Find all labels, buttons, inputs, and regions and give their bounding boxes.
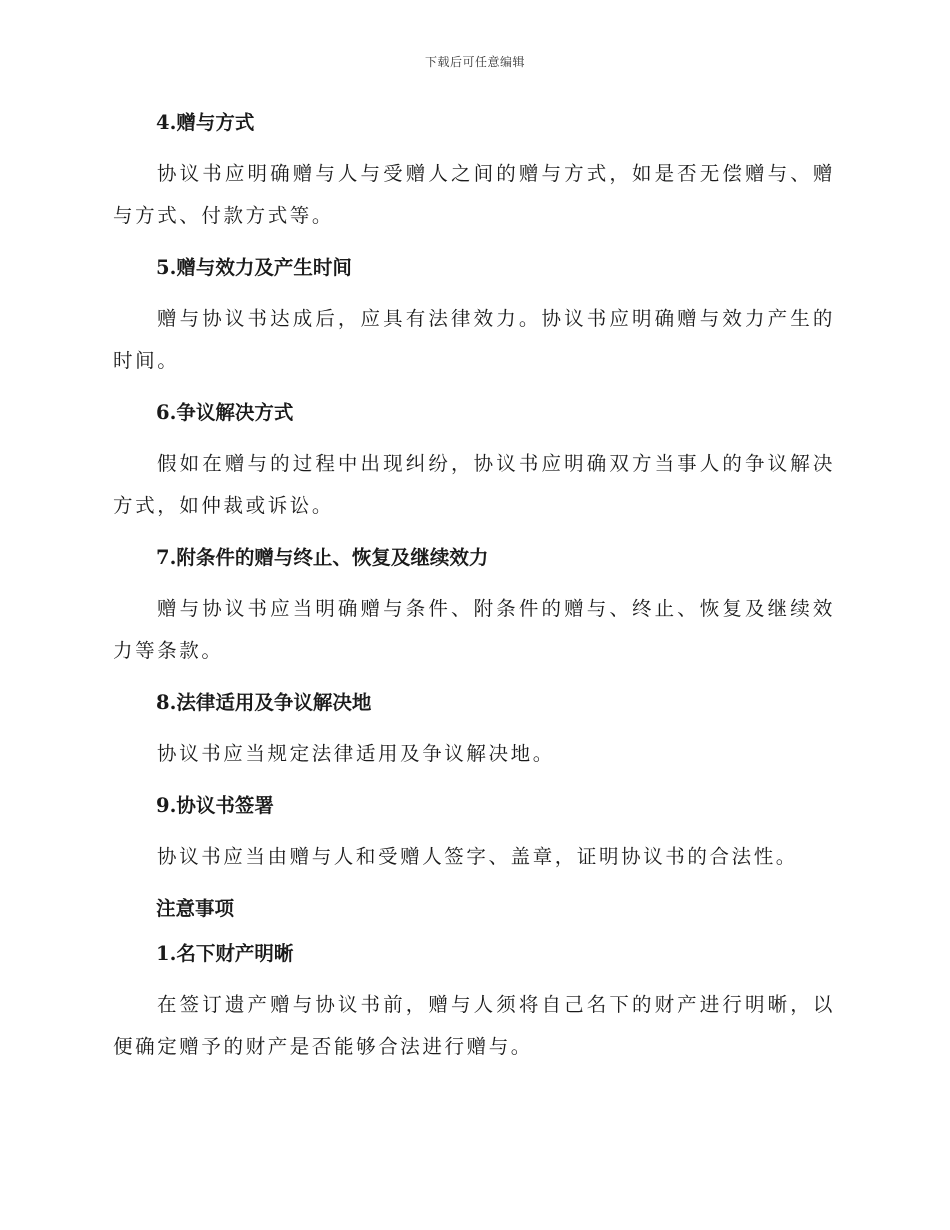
section-paragraph: 赠与协议书应当明确赠与条件、附条件的赠与、终止、恢复及继续效力等条款。 bbox=[113, 597, 835, 662]
notes-item-heading: 1.名下财产明晰 bbox=[156, 942, 294, 965]
section-dispute-resolution bbox=[113, 398, 835, 543]
section-paragraph: 协议书应明确赠与人与受赠人之间的赠与方式，如是否无偿赠与、赠与方式、付款方式等。 bbox=[113, 162, 835, 227]
section-paragraph: 协议书应当由赠与人和受赠人签字、盖章，证明协议书的合法性。 bbox=[157, 845, 798, 868]
notes-item-paragraph: 在签订遗产赠与协议书前，赠与人须将自己名下的财产进行明晰，以便确定赠予的财产是否能够合法进行赠与。 bbox=[113, 993, 835, 1058]
notes-title: 注意事项 bbox=[156, 897, 235, 920]
section-paragraph: 假如在赠与的过程中出现纠纷，协议书应明确双方当事人的争议解决方式，如仲裁或诉讼。 bbox=[113, 452, 835, 517]
section-applicable-law bbox=[113, 688, 835, 791]
section-signing bbox=[113, 791, 835, 894]
notes-section bbox=[113, 894, 835, 1068]
section-gift-method bbox=[113, 108, 835, 253]
section-conditional-gift bbox=[113, 543, 835, 688]
section-paragraph: 协议书应当规定法律适用及争议解决地。 bbox=[157, 742, 555, 765]
section-heading: 7.附条件的赠与终止、恢复及继续效力 bbox=[156, 546, 489, 569]
section-heading: 8.法律适用及争议解决地 bbox=[156, 691, 372, 714]
section-heading: 5.赠与效力及产生时间 bbox=[156, 256, 352, 279]
section-paragraph: 赠与协议书达成后，应具有法律效力。协议书应明确赠与效力产生的时间。 bbox=[113, 307, 835, 372]
section-gift-effect-time bbox=[113, 253, 835, 398]
section-heading: 4.赠与方式 bbox=[156, 111, 255, 134]
document-body bbox=[113, 108, 835, 1068]
section-heading: 6.争议解决方式 bbox=[156, 401, 294, 424]
page-header: 下载后可任意编辑 bbox=[424, 55, 525, 69]
section-heading: 9.协议书签署 bbox=[156, 794, 274, 817]
